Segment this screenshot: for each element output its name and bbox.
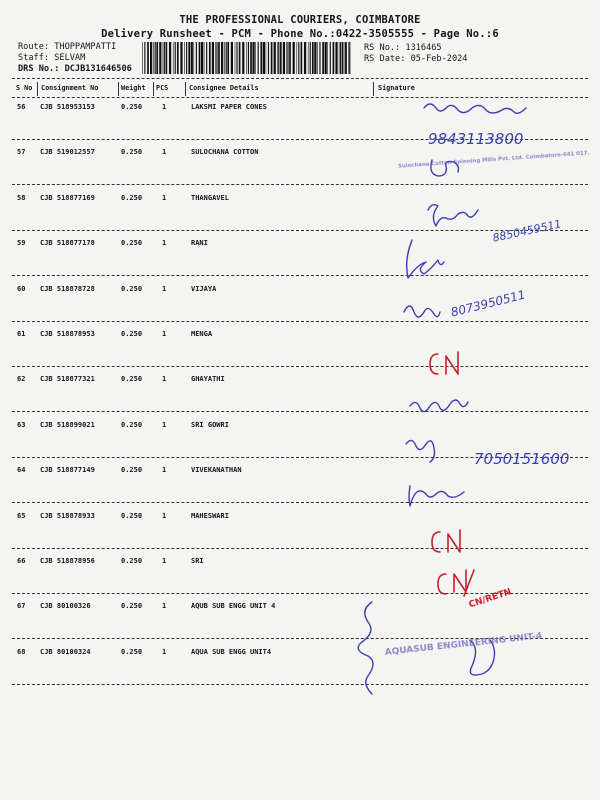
barcode-bar [191, 42, 193, 74]
staff-label: Staff: SELVAM [18, 53, 86, 63]
row-separator [12, 457, 588, 458]
row-consignee: VIJAYA [191, 284, 217, 293]
barcode-bar [169, 42, 171, 74]
barcode-bar [224, 42, 225, 74]
row-consignee: GHAYATHI [191, 375, 225, 384]
row-sno: 60 [17, 284, 26, 293]
barcode-bar [142, 42, 143, 74]
barcode-bar [175, 42, 176, 74]
barcode-bar [312, 42, 314, 74]
barcode-bar [333, 42, 335, 74]
row-separator [12, 684, 588, 685]
row-pcs: 1 [162, 647, 167, 656]
row-consignment-no: CJB 519012557 [40, 148, 95, 157]
barcode-bar [155, 42, 156, 74]
barcode-bar [248, 42, 249, 74]
row-pcs: 1 [162, 557, 167, 565]
barcode-bar [201, 42, 203, 74]
col-header-weight: Weight [121, 84, 146, 92]
barcode-bar [212, 42, 214, 74]
row-sno: 68 [17, 647, 26, 656]
row-consignment-no: CJB 518878728 [40, 284, 95, 293]
row-weight: 0.250 [121, 148, 143, 157]
barcode-bar [304, 42, 306, 74]
row-pcs: 1 [162, 420, 167, 429]
phone-60: 8073950511 [449, 287, 527, 320]
barcode-bar [287, 42, 288, 74]
barcode-bar [317, 42, 318, 74]
barcode-bar [180, 42, 182, 74]
barcode-bar [319, 42, 320, 74]
row-sno: 56 [17, 103, 26, 111]
col-divider [37, 82, 38, 96]
row-consignee: SRI GOWRI [191, 420, 229, 429]
row-sno: 57 [17, 148, 26, 157]
row-consignment-no: CJB 518877321 [40, 375, 95, 384]
barcode-bar [218, 42, 220, 74]
runsheet-subtitle: Delivery Runsheet - PCM - Phone No.:0422-3505555 - Page No.:6 [101, 28, 499, 40]
barcode-bar [325, 42, 327, 74]
barcode-bar [298, 42, 299, 74]
barcode-bar [150, 42, 152, 74]
row-consignee: MAHESWARI [191, 511, 229, 520]
barcode-bar [215, 42, 216, 74]
barcode-bar [196, 42, 197, 74]
row-separator [12, 321, 588, 322]
phone-58: 8850459511 [491, 217, 563, 245]
barcode-bar [209, 42, 211, 74]
barcode-bar [252, 42, 254, 74]
cn-mark-65 [432, 530, 460, 552]
barcode-bar [274, 42, 276, 74]
barcode-bar [144, 42, 145, 74]
route-label: Route: THOPPAMPATTI [18, 42, 117, 52]
barcode-bar [250, 42, 252, 74]
col-header-sno: S No [16, 84, 33, 92]
row-pcs: 1 [162, 602, 167, 611]
barcode-bar [271, 42, 273, 74]
row-consignment-no: CJB 518877149 [40, 466, 95, 475]
row-weight: 0.250 [121, 103, 143, 111]
barcode-bar [156, 42, 158, 74]
barcode-bar [221, 42, 223, 74]
row-consignee: LAKSMI PAPER CONES [191, 103, 267, 111]
signature-68 [470, 640, 495, 675]
row-consignment-no: CJB 80100324 [40, 647, 91, 656]
barcode-bar [231, 42, 233, 74]
rs-number: RS No.: 1316465 [364, 43, 442, 53]
row-separator [12, 548, 588, 549]
row-separator [12, 139, 588, 140]
row-pcs: 1 [162, 239, 167, 248]
barcode-bar [258, 42, 259, 74]
col-divider [118, 82, 119, 96]
barcode-bar [308, 42, 309, 74]
barcode-bar [314, 42, 316, 74]
row-consignee: MENGA [191, 330, 213, 338]
barcode-bar [186, 42, 187, 74]
barcode-bar [236, 42, 237, 74]
barcode-bar [340, 42, 341, 74]
row-separator [12, 593, 588, 594]
barcode-bar [263, 42, 265, 74]
cn-text-66: CN/RETN [467, 587, 513, 611]
barcode-bar [322, 42, 324, 74]
signature-63 [406, 440, 435, 462]
row-consignment-no: CJB 518899021 [40, 420, 95, 429]
row-weight: 0.250 [121, 602, 143, 611]
row-pcs: 1 [162, 330, 167, 338]
col-header-consignment: Consignment No [41, 84, 99, 92]
row-consignment-no: CJB 518877178 [40, 239, 95, 248]
signature-56 [424, 104, 526, 113]
row-consignment-no: CJB 518878933 [40, 511, 95, 520]
row-sno: 58 [17, 193, 26, 202]
drs-number: DRS No.: DCJB131646506 [18, 64, 132, 74]
row-sno: 63 [17, 420, 26, 429]
signature-57 [431, 160, 459, 176]
row-weight: 0.250 [121, 375, 143, 384]
barcode-bar [277, 42, 278, 74]
row-separator [12, 366, 588, 367]
barcode-bar [235, 42, 236, 74]
barcode-bar [194, 42, 195, 74]
row-pcs: 1 [162, 193, 167, 202]
row-pcs: 1 [162, 148, 167, 157]
barcode-bar [177, 42, 179, 74]
barcode-bar [246, 42, 247, 74]
barcode-bar [278, 42, 279, 74]
row-consignment-no: CJB 518953153 [40, 103, 95, 111]
row-sno: 61 [17, 330, 26, 338]
row-consignee: THANGAVEL [191, 193, 229, 202]
row-pcs: 1 [162, 511, 167, 520]
barcode-bar [239, 42, 241, 74]
row-sno: 62 [17, 375, 26, 384]
header-bottom-rule [12, 97, 588, 98]
row-sno: 64 [17, 466, 26, 475]
barcode-bar [266, 42, 267, 74]
row-pcs: 1 [162, 284, 167, 293]
barcode-bar [147, 42, 149, 74]
barcode [142, 42, 352, 74]
signature-62 [410, 400, 468, 412]
barcode-bar [206, 42, 207, 74]
barcode-bar [339, 42, 340, 74]
barcode-bar [286, 42, 287, 74]
row-consignment-no: CJB 518878956 [40, 557, 95, 565]
barcode-bar [260, 42, 262, 74]
row-separator [12, 638, 588, 639]
row-consignee: SULOCHANA COTTON [191, 148, 259, 157]
row-sno: 65 [17, 511, 26, 520]
signature-58 [428, 205, 478, 226]
barcode-bar [242, 42, 244, 74]
barcode-bar [268, 42, 269, 74]
row-weight: 0.250 [121, 239, 143, 248]
barcode-bar [335, 42, 337, 74]
row-weight: 0.250 [121, 647, 143, 656]
row-pcs: 1 [162, 103, 167, 111]
row-pcs: 1 [162, 466, 167, 475]
row-separator [12, 184, 588, 185]
barcode-bar [342, 42, 344, 74]
col-header-consignee: Consignee Details [189, 84, 259, 92]
barcode-bar [293, 42, 295, 74]
barcode-bar [227, 42, 229, 74]
row-consignment-no: CJB 80100326 [40, 602, 91, 611]
row-sno: 66 [17, 557, 26, 565]
col-divider [373, 82, 374, 96]
company-stamp-67: AQUASUB ENGINEERING UNIT-4 [384, 631, 543, 658]
barcode-bar [349, 42, 350, 74]
row-separator [12, 275, 588, 276]
signature-60 [404, 306, 440, 317]
row-consignee: VIVEKANATHAN [191, 466, 242, 475]
barcode-bar [153, 42, 154, 74]
barcode-bar [345, 42, 347, 74]
barcode-bar [164, 42, 165, 74]
barcode-bar [327, 42, 328, 74]
row-consignment-no: CJB 518878953 [40, 330, 95, 338]
company-title: THE PROFESSIONAL COURIERS, COIMBATORE [179, 14, 421, 26]
row-separator [12, 502, 588, 503]
row-separator [12, 411, 588, 412]
barcode-bar [199, 42, 201, 74]
row-weight: 0.250 [121, 511, 143, 520]
barcode-bar [289, 42, 291, 74]
barcode-bar [173, 42, 174, 74]
row-sno: 59 [17, 239, 26, 248]
row-separator [12, 230, 588, 231]
col-divider [153, 82, 154, 96]
row-pcs: 1 [162, 375, 167, 384]
company-stamp-57: Sulochana Cotton Spinning Mills Pvt. Ltd. Coimbatore-641 017. [397, 150, 590, 170]
signature-59 [407, 240, 444, 278]
col-divider [185, 82, 186, 96]
barcode-bar [204, 42, 205, 74]
barcode-bar [159, 42, 161, 74]
row-consignment-no: CJB 518877169 [40, 193, 95, 202]
cn-mark-61 [430, 352, 458, 374]
row-consignee: SRI [191, 557, 204, 565]
row-weight: 0.250 [121, 466, 143, 475]
row-weight: 0.250 [121, 557, 143, 565]
barcode-bar [283, 42, 285, 74]
phone-63: 7050151600 [474, 450, 570, 468]
header-top-rule [12, 78, 588, 79]
row-consignee: RANI [191, 239, 208, 248]
barcode-bar [226, 42, 227, 74]
barcode-bar [310, 42, 311, 74]
barcode-bar [297, 42, 298, 74]
row-weight: 0.250 [121, 330, 143, 338]
row-sno: 67 [17, 602, 26, 611]
col-header-pcs: PCS [156, 84, 169, 92]
barcode-bar [216, 42, 217, 74]
barcode-bar [166, 42, 168, 74]
row-consignee: AQUA SUB ENGG UNIT4 [191, 647, 272, 656]
phone-56: 9843113800 [428, 130, 524, 148]
row-weight: 0.250 [121, 420, 143, 429]
bracket-67-68 [358, 602, 373, 694]
barcode-bar [163, 42, 164, 74]
barcode-bar [301, 42, 303, 74]
barcode-bar [348, 42, 349, 74]
barcode-bar [255, 42, 256, 74]
row-consignee: AQUB SUB ENGG UNIT 4 [191, 602, 276, 611]
barcode-bar [184, 42, 185, 74]
row-weight: 0.250 [121, 284, 143, 293]
barcode-bar [188, 42, 190, 74]
rs-date: RS Date: 05-Feb-2024 [364, 54, 468, 64]
barcode-bar [280, 42, 282, 74]
col-header-signature: Signature [378, 84, 415, 92]
barcode-bar [330, 42, 331, 74]
row-weight: 0.250 [121, 193, 143, 202]
